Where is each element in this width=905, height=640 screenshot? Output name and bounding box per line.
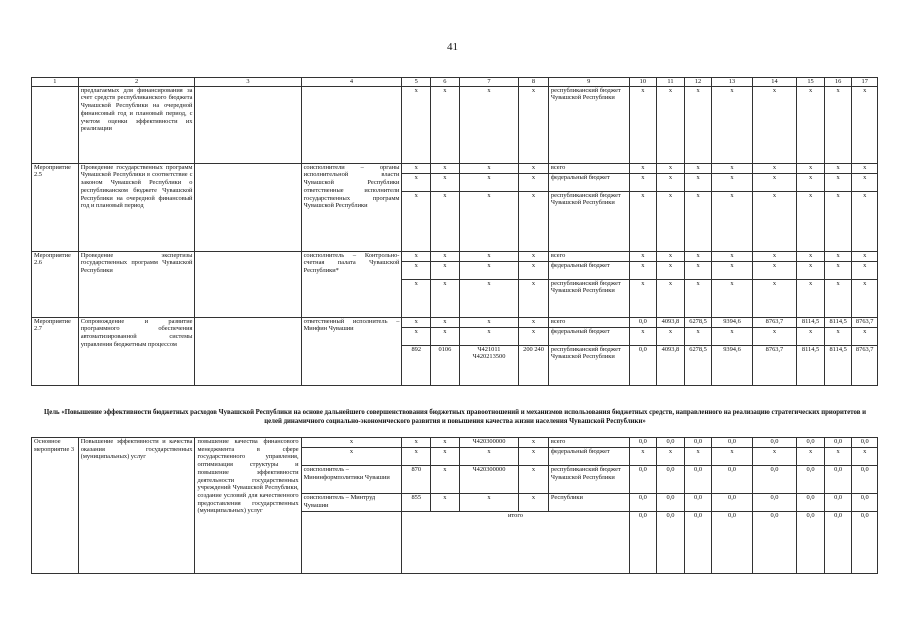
- cell: x: [431, 251, 460, 261]
- value-cell: x: [684, 261, 712, 279]
- value-cell: x: [629, 251, 657, 261]
- value-cell: x: [752, 448, 797, 466]
- value-cell: x: [797, 86, 825, 163]
- value-cell: 0,0: [824, 466, 852, 494]
- name-cell: Сопровождение и развитие программного обеспечения автоматизированной системы управления бюджетным процессом: [78, 317, 195, 385]
- cell: x: [402, 173, 431, 191]
- value-cell: x: [752, 261, 797, 279]
- page-number: 41: [447, 41, 458, 53]
- value-cell: x: [824, 279, 852, 317]
- source-cell: федеральный бюджет: [548, 261, 629, 279]
- value-cell: x: [684, 327, 712, 345]
- budget-table-bottom: [31, 437, 878, 574]
- value-cell: x: [852, 261, 878, 279]
- value-cell: 8114,5: [824, 345, 852, 385]
- cell: x: [402, 191, 431, 251]
- value-cell: x: [797, 279, 825, 317]
- cell: x: [431, 317, 460, 327]
- cell: x: [459, 191, 518, 251]
- name-cell: Повышение эффективности и качества оказания государственных (муниципальных) услуг: [78, 438, 195, 574]
- value-cell: 4093,8: [657, 345, 685, 385]
- cell: x: [519, 251, 549, 261]
- source-cell: республиканский бюджет Чувашской Республики: [548, 345, 629, 385]
- value-cell: 8114,5: [797, 317, 825, 327]
- resp-cell: [301, 86, 402, 163]
- value-cell: x: [824, 448, 852, 466]
- value-cell: x: [797, 251, 825, 261]
- value-cell: 8763,7: [752, 345, 797, 385]
- value-cell: 0,0: [712, 438, 752, 448]
- value-cell: x: [629, 173, 657, 191]
- result-cell: повышение качества финансового менеджмента в сфере государственного управления, оптимизация структуры и повышение эффективности деятельности государственных учреждений Чувашской Республики, создание условий для качественного предоставления государственных (муниципальных) услуг: [195, 438, 301, 574]
- cell: x: [431, 466, 460, 494]
- source-cell: Республики: [548, 494, 629, 512]
- header-cell: 4: [301, 78, 402, 87]
- value-cell: 0,0: [629, 345, 657, 385]
- cell: x: [519, 86, 549, 163]
- value-cell: 0,0: [629, 494, 657, 512]
- header-cell: 11: [657, 78, 685, 87]
- value-cell: x: [797, 448, 825, 466]
- value-cell: x: [752, 86, 797, 163]
- cell: x: [431, 163, 460, 173]
- value-cell: x: [657, 261, 685, 279]
- name-cell: Проведение государственных программ Чувашской Республики в соответствие с законом Чувашской Республики о республиканском бюджете Чувашской Республики на очередной финансовый год и плановый период: [78, 163, 195, 251]
- cell: x: [519, 494, 549, 512]
- header-cell: 10: [629, 78, 657, 87]
- cell: x: [519, 327, 549, 345]
- cell: x: [431, 438, 460, 448]
- cell: x: [402, 251, 431, 261]
- value-cell: 0,0: [657, 438, 685, 448]
- value-cell: 8763,7: [852, 345, 878, 385]
- value-cell: 0,0: [824, 494, 852, 512]
- value-cell: 0,0: [629, 438, 657, 448]
- value-cell: x: [824, 251, 852, 261]
- header-cell: 13: [712, 78, 752, 87]
- cell: x: [459, 261, 518, 279]
- result-cell: [195, 317, 301, 385]
- cell: x: [402, 327, 431, 345]
- value-cell: x: [797, 191, 825, 251]
- value-cell: x: [629, 86, 657, 163]
- resp-cell: соисполнители – органы исполнительной власти Чувашской Республики ответственные исполнители государственных программ Чувашской Республики: [301, 163, 402, 251]
- code-cell: [32, 86, 79, 163]
- cell: x: [459, 279, 518, 317]
- value-cell: x: [684, 251, 712, 261]
- value-cell: x: [797, 173, 825, 191]
- value-cell: x: [752, 173, 797, 191]
- source-cell: республиканский бюджет Чувашской Республики: [548, 279, 629, 317]
- value-cell: 0,0: [752, 438, 797, 448]
- value-cell: x: [684, 86, 712, 163]
- header-cell: 7: [459, 78, 518, 87]
- table-row: [32, 251, 878, 261]
- cell: 892: [402, 345, 431, 385]
- value-cell: x: [752, 163, 797, 173]
- value-cell: 8763,7: [852, 317, 878, 327]
- cell: x: [519, 191, 549, 251]
- value-cell: 9394,6: [712, 317, 752, 327]
- resp-cell: x: [301, 448, 402, 466]
- value-cell: 0,0: [712, 494, 752, 512]
- value-cell: 0,0: [712, 466, 752, 494]
- itogo-label-spacer: [301, 512, 402, 574]
- value-cell: x: [712, 191, 752, 251]
- cell: Ч420300000: [459, 466, 518, 494]
- value-cell: 0,0: [852, 494, 878, 512]
- cell: 0106: [431, 345, 460, 385]
- cell: Ч421011 Ч420213500: [459, 345, 518, 385]
- resp-cell: x: [301, 438, 402, 448]
- value-cell: x: [657, 173, 685, 191]
- value-cell: x: [797, 163, 825, 173]
- value-cell: x: [852, 279, 878, 317]
- header-cell: 9: [548, 78, 629, 87]
- header-cell: 3: [195, 78, 301, 87]
- cell: x: [402, 438, 431, 448]
- value-cell: 9394,6: [712, 345, 752, 385]
- value-cell: x: [852, 251, 878, 261]
- value-cell: x: [657, 448, 685, 466]
- resp-cell: соисполнитель – Мининформполитики Чувашии: [301, 466, 402, 494]
- source-cell: федеральный бюджет: [548, 327, 629, 345]
- value-cell: x: [852, 173, 878, 191]
- cell: 200 240: [519, 345, 549, 385]
- cell: x: [431, 448, 460, 466]
- value-cell: 0,0: [797, 512, 825, 574]
- value-cell: x: [629, 279, 657, 317]
- name-cell: Проведение экспертизы государственных программ Чувашской Республики: [78, 251, 195, 317]
- value-cell: x: [824, 261, 852, 279]
- value-cell: x: [712, 327, 752, 345]
- value-cell: x: [629, 163, 657, 173]
- value-cell: 0,0: [657, 466, 685, 494]
- value-cell: x: [657, 163, 685, 173]
- table-row: [32, 86, 878, 163]
- value-cell: x: [712, 86, 752, 163]
- value-cell: x: [824, 86, 852, 163]
- value-cell: x: [797, 261, 825, 279]
- cell: x: [459, 86, 518, 163]
- value-cell: 0,0: [824, 512, 852, 574]
- header-cell: 1: [32, 78, 79, 87]
- value-cell: x: [797, 327, 825, 345]
- cell: x: [431, 191, 460, 251]
- value-cell: x: [824, 173, 852, 191]
- value-cell: 0,0: [684, 494, 712, 512]
- cell: x: [459, 251, 518, 261]
- header-cell: 17: [852, 78, 878, 87]
- value-cell: x: [712, 448, 752, 466]
- resp-cell: ответственный исполнитель – Минфин Чувашии: [301, 317, 402, 385]
- value-cell: x: [629, 448, 657, 466]
- value-cell: x: [629, 261, 657, 279]
- value-cell: 0,0: [629, 466, 657, 494]
- cell: x: [519, 163, 549, 173]
- value-cell: 0,0: [657, 512, 685, 574]
- value-cell: x: [824, 327, 852, 345]
- value-cell: x: [852, 327, 878, 345]
- cell: x: [402, 279, 431, 317]
- cell: 855: [402, 494, 431, 512]
- cell: x: [402, 86, 431, 163]
- value-cell: x: [657, 86, 685, 163]
- value-cell: x: [684, 191, 712, 251]
- cell: x: [519, 438, 549, 448]
- value-cell: x: [712, 251, 752, 261]
- source-cell: всего: [548, 251, 629, 261]
- budget-table-top: [31, 77, 878, 386]
- value-cell: 6278,5: [684, 345, 712, 385]
- cell: x: [459, 173, 518, 191]
- cell: x: [519, 448, 549, 466]
- value-cell: x: [657, 279, 685, 317]
- header-cell: 2: [78, 78, 195, 87]
- value-cell: x: [629, 191, 657, 251]
- value-cell: x: [684, 173, 712, 191]
- value-cell: x: [657, 191, 685, 251]
- value-cell: 0,0: [797, 438, 825, 448]
- goal-heading: Цель «Повышение эффективности бюджетных расходов Чувашской Республики на основе дальнейшего совершенствования бюджетных правоотношений и механизмов использования бюджетных средств, направленного на реализацию стратегических приоритетов и целей динамичного социально-экономического развития и повышения качества жизни населения Чувашской Республики»: [43, 409, 867, 425]
- value-cell: x: [657, 251, 685, 261]
- source-cell: федеральный бюджет: [548, 173, 629, 191]
- value-cell: 8763,7: [752, 317, 797, 327]
- resp-cell: соисполнитель – Минтруд Чувашии: [301, 494, 402, 512]
- cell: x: [519, 279, 549, 317]
- value-cell: x: [712, 173, 752, 191]
- header-row: [32, 78, 878, 87]
- value-cell: x: [752, 191, 797, 251]
- value-cell: 0,0: [824, 438, 852, 448]
- value-cell: x: [712, 279, 752, 317]
- source-cell: федеральный бюджет: [548, 448, 629, 466]
- cell: Ч420300000: [459, 438, 518, 448]
- value-cell: 0,0: [752, 512, 797, 574]
- value-cell: x: [824, 163, 852, 173]
- cell: x: [519, 261, 549, 279]
- value-cell: x: [712, 261, 752, 279]
- source-cell: всего: [548, 438, 629, 448]
- cell: x: [402, 261, 431, 279]
- value-cell: 0,0: [797, 494, 825, 512]
- source-cell: республиканский бюджет Чувашской Республики: [548, 466, 629, 494]
- cell: x: [459, 494, 518, 512]
- cell: x: [431, 86, 460, 163]
- code-cell: Основное мероприятие 3: [32, 438, 79, 574]
- value-cell: 0,0: [684, 438, 712, 448]
- code-cell: Мероприятие 2.6: [32, 251, 79, 317]
- cell: x: [402, 317, 431, 327]
- header-cell: 16: [824, 78, 852, 87]
- value-cell: x: [852, 86, 878, 163]
- value-cell: x: [852, 191, 878, 251]
- value-cell: 0,0: [657, 494, 685, 512]
- table-row: [32, 163, 878, 173]
- source-cell: республиканский бюджет Чувашской Республики: [548, 86, 629, 163]
- cell: x: [519, 173, 549, 191]
- value-cell: x: [684, 163, 712, 173]
- cell: x: [431, 327, 460, 345]
- header-cell: 5: [402, 78, 431, 87]
- result-cell: [195, 251, 301, 317]
- resp-cell: соисполнитель – Контрольно-счетная палата Чувашской Республики*: [301, 251, 402, 317]
- source-cell: всего: [548, 163, 629, 173]
- value-cell: 0,0: [852, 512, 878, 574]
- code-cell: Мероприятие 2.5: [32, 163, 79, 251]
- value-cell: x: [629, 327, 657, 345]
- value-cell: 0,0: [712, 512, 752, 574]
- cell: x: [459, 317, 518, 327]
- value-cell: x: [712, 163, 752, 173]
- value-cell: 0,0: [629, 512, 657, 574]
- header-cell: 8: [519, 78, 549, 87]
- cell: x: [431, 494, 460, 512]
- value-cell: x: [752, 279, 797, 317]
- value-cell: x: [684, 448, 712, 466]
- cell: x: [459, 448, 518, 466]
- code-cell: Мероприятие 2.7: [32, 317, 79, 385]
- cell: 870: [402, 466, 431, 494]
- source-cell: республиканский бюджет Чувашской Республики: [548, 191, 629, 251]
- cell: x: [431, 261, 460, 279]
- cell: x: [402, 448, 431, 466]
- value-cell: x: [752, 251, 797, 261]
- value-cell: 0,0: [684, 512, 712, 574]
- value-cell: 0,0: [852, 466, 878, 494]
- cell: x: [459, 163, 518, 173]
- value-cell: 0,0: [797, 466, 825, 494]
- value-cell: x: [657, 327, 685, 345]
- table-row: [32, 317, 878, 327]
- cell: x: [431, 173, 460, 191]
- table-row: [32, 438, 878, 448]
- cell: x: [519, 317, 549, 327]
- value-cell: x: [852, 448, 878, 466]
- value-cell: 0,0: [852, 438, 878, 448]
- value-cell: 8114,5: [824, 317, 852, 327]
- cell: x: [431, 279, 460, 317]
- value-cell: 0,0: [752, 494, 797, 512]
- value-cell: 6278,5: [684, 317, 712, 327]
- value-cell: 0,0: [684, 466, 712, 494]
- value-cell: 0,0: [752, 466, 797, 494]
- value-cell: 0,0: [629, 317, 657, 327]
- value-cell: x: [684, 279, 712, 317]
- value-cell: x: [852, 163, 878, 173]
- header-cell: 15: [797, 78, 825, 87]
- name-cell: предлагаемых для финансирования за счет средств республиканского бюджета Чувашской Республики на очередной финансовый год и плановый период, с учетом оценки эффективности их реализации: [78, 86, 195, 163]
- value-cell: 4093,8: [657, 317, 685, 327]
- source-cell: всего: [548, 317, 629, 327]
- header-cell: 12: [684, 78, 712, 87]
- result-cell: [195, 86, 301, 163]
- value-cell: 8114,5: [797, 345, 825, 385]
- value-cell: x: [752, 327, 797, 345]
- cell: x: [459, 327, 518, 345]
- itogo-label: итого: [402, 512, 629, 574]
- cell: x: [519, 466, 549, 494]
- value-cell: x: [824, 191, 852, 251]
- header-cell: 14: [752, 78, 797, 87]
- result-cell: [195, 163, 301, 251]
- header-cell: 6: [431, 78, 460, 87]
- cell: x: [402, 163, 431, 173]
